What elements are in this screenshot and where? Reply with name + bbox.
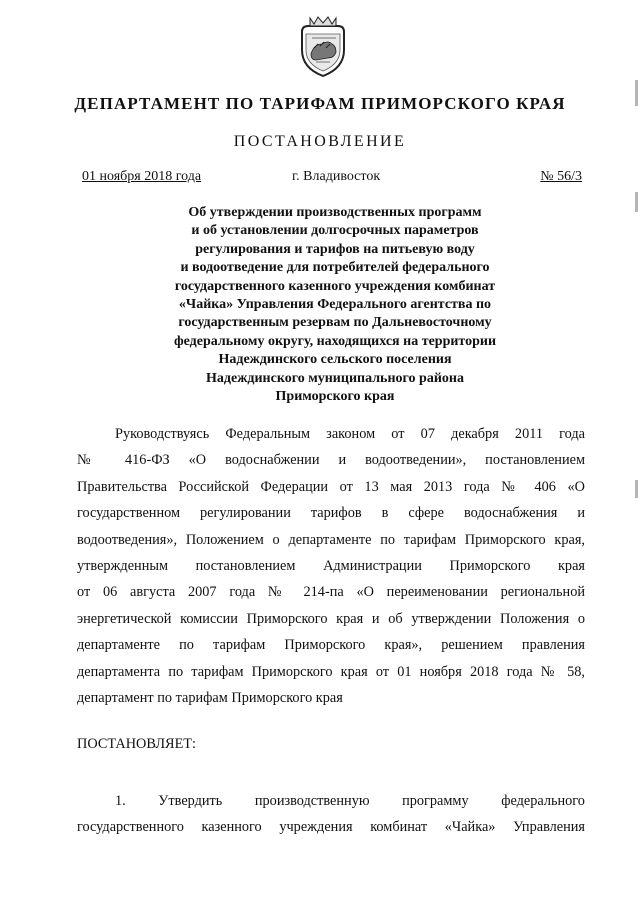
preamble-line: утвержденным постановлением Администрации Приморского края [77,557,585,574]
subject-line: «Чайка» Управления Федерального агентства по [178,297,492,313]
subject-line: и об установлении долгосрочных параметров [191,223,479,239]
subject-line: государственного казенного учреждения комбинат [174,278,496,294]
scan-edge-mark [635,80,638,106]
scan-edge-mark [635,192,638,212]
preamble-line: от 06 августа 2007 года № 214-па «О переименовании региональной [77,584,585,601]
document-meta-row [82,169,582,189]
subject-line: государственным резервам по Дальневосточному [178,315,492,331]
document-date: 01 ноября 2018 года [82,169,202,184]
document-number: № 56/3 [540,169,582,184]
preamble-line: департамента по тарифам Приморского края от 01 ноября 2018 года № 58, [77,663,585,680]
item-1-paragraph [77,788,585,841]
item-1-word: федерального [501,793,585,809]
subject-line: федеральному округу, находящихся на территории [173,333,497,349]
subject-line: регулирования и тарифов на питьевую воду [195,241,475,257]
preamble-line: энергетической комиссии Приморского края и об утверждении Положения о [77,610,585,627]
subject-line: и водоотведение для потребителей федерального [180,260,490,276]
item-1-word: программу [402,793,469,809]
resolves-heading: ПОСТАНОВЛЯЕТ: [77,736,197,752]
preamble-paragraph [77,421,585,711]
document-type: ПОСТАНОВЛЕНИЕ [233,133,407,150]
document-city: г. Владивосток [292,169,381,184]
preamble-line: № 416-ФЗ «О водоснабжении и водоотведении», постановлением [77,452,585,469]
subject-line: Об утверждении производственных программ [188,205,482,220]
subject-line: Надеждинского муниципального района [206,370,464,386]
preamble-line: департамент по тарифам Приморского края [77,689,343,706]
preamble-line: Руководствуясь Федеральным законом от 07 декабря 2011 года [115,426,585,442]
item-1-number: 1. [115,793,126,809]
item-1-word: Утвердить [158,793,223,809]
subject-line: Приморского края [275,389,395,405]
item-1-word: производственную [254,793,370,809]
subject-line: Надеждинского сельского поселения [218,352,452,368]
preamble-line: Правительства Российской Федерации от 13 мая 2013 года № 406 «О [77,478,585,495]
item-1-line: государственного казенного учреждения комбинат «Чайка» Управления [77,819,585,836]
document-subject [80,204,590,406]
department-title: ДЕПАРТАМЕНТ ПО ТАРИФАМ ПРИМОРСКОГО КРАЯ [74,94,566,113]
preamble-line: департаменте по тарифам Приморского края», решением правления [77,637,585,654]
preamble-line: водоотведения», Положением о департаменте по тарифам Приморского края, [77,531,585,548]
preamble-line: государственном регулировании тарифов в сфере водоснабжения и [77,505,585,522]
scan-edge-mark [635,480,638,498]
item-1-first-line [77,788,585,814]
coat-of-arms-emblem [296,14,350,80]
